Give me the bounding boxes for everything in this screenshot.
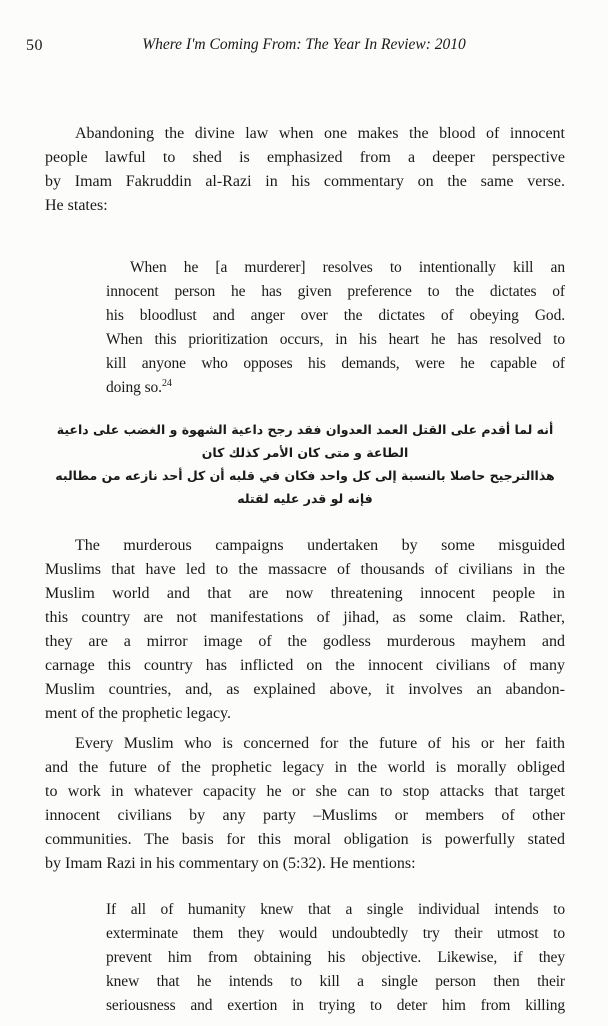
text-line: this country are not manifestations of jihad, as some claim. Rather, (45, 609, 565, 626)
page-header (0, 0, 608, 62)
text-line: Muslim countries, and, as explained above, it involves an abandon- (45, 681, 565, 698)
text-line: people lawful to shed is emphasized from a deeper perspective (45, 149, 565, 166)
text-line: Muslim world and that are now threatening innocent people in (45, 585, 565, 602)
paragraph-every-muslim (45, 732, 565, 876)
text-line: هذاالترجيح حاصلا بالنسبة إلى كل واحد فكان في قلبه أن كل أحد نازعه من مطالبه فإنه لو قدر عليه لقتله (55, 468, 555, 506)
running-title: Where I'm Coming From: The Year In Review: 2010 (142, 36, 466, 53)
text-line: When he [a murderer] resolves to intentionally kill an (130, 259, 565, 276)
text-line: Every Muslim who is concerned for the future of his or her faith (75, 735, 565, 752)
blockquote-razi-humanity (106, 898, 565, 1018)
text-line: exterminate them they would undoubtedly try their utmost to (106, 925, 565, 942)
text-line: Muslims that have led to the massacre of thousands of civilians in the (45, 561, 565, 578)
paragraph-murderous-campaigns (45, 534, 565, 726)
text-line: kill anyone who opposes his demands, were he capable of (106, 355, 565, 372)
text-line: ment of the prophetic legacy. (45, 705, 231, 722)
blockquote-last-line-text: doing so. (106, 379, 162, 396)
text-line: knew that he intends to kill a single person then their (106, 973, 565, 990)
blockquote-last-line (106, 376, 565, 400)
paragraph-intro (45, 122, 565, 218)
page-body (45, 122, 565, 1018)
text-line: by Imam Fakruddin al-Razi in his commentary on the same verse. (45, 173, 565, 190)
blockquote-razi-murderer (106, 256, 565, 400)
text-line: communities. The basis for this moral obligation is powerfully stated (45, 831, 565, 848)
blockquote-lines (106, 256, 565, 376)
text-line: by Imam Razi in his commentary on (5:32). He mentions: (45, 855, 416, 872)
text-line: his bloodlust and anger over the dictates of obeying God. (106, 307, 565, 324)
text-line: Abandoning the divine law when one makes the blood of innocent (75, 125, 565, 142)
text-line: they are a mirror image of the godless murderous mayhem and (45, 633, 565, 650)
text-line: prevent him from obtaining his objective. Likewise, if they (106, 949, 565, 966)
text-line: When this prioritization occurs, in his heart he has resolved to (106, 331, 565, 348)
text-line: If all of humanity knew that a single individual intends to (106, 901, 565, 918)
text-line: He states: (45, 197, 108, 214)
text-line: innocent person he has given preference to the dictates of (106, 283, 565, 300)
text-line: and the future of the prophetic legacy in the world is morally obliged (45, 759, 565, 776)
footnote-marker-24: 24 (161, 377, 172, 389)
arabic-quote (45, 418, 565, 510)
text-line: The murderous campaigns undertaken by some misguided (75, 537, 565, 554)
text-line: carnage this country has inflicted on the innocent civilians of many (45, 657, 565, 674)
page-number: 50 (26, 37, 43, 54)
text-line: innocent civilians by any party –Muslims or members of other (45, 807, 565, 824)
text-line: seriousness and exertion in trying to deter him from killing (106, 997, 565, 1014)
text-line: أنه لما أقدم على القتل العمد العدوان فقد رجح داعية الشهوة و الغضب على داعية الطاعة و متى كان الأمر كذلك كان (56, 422, 554, 460)
text-line: to work in whatever capacity he or she can to stop attacks that target (45, 783, 565, 800)
